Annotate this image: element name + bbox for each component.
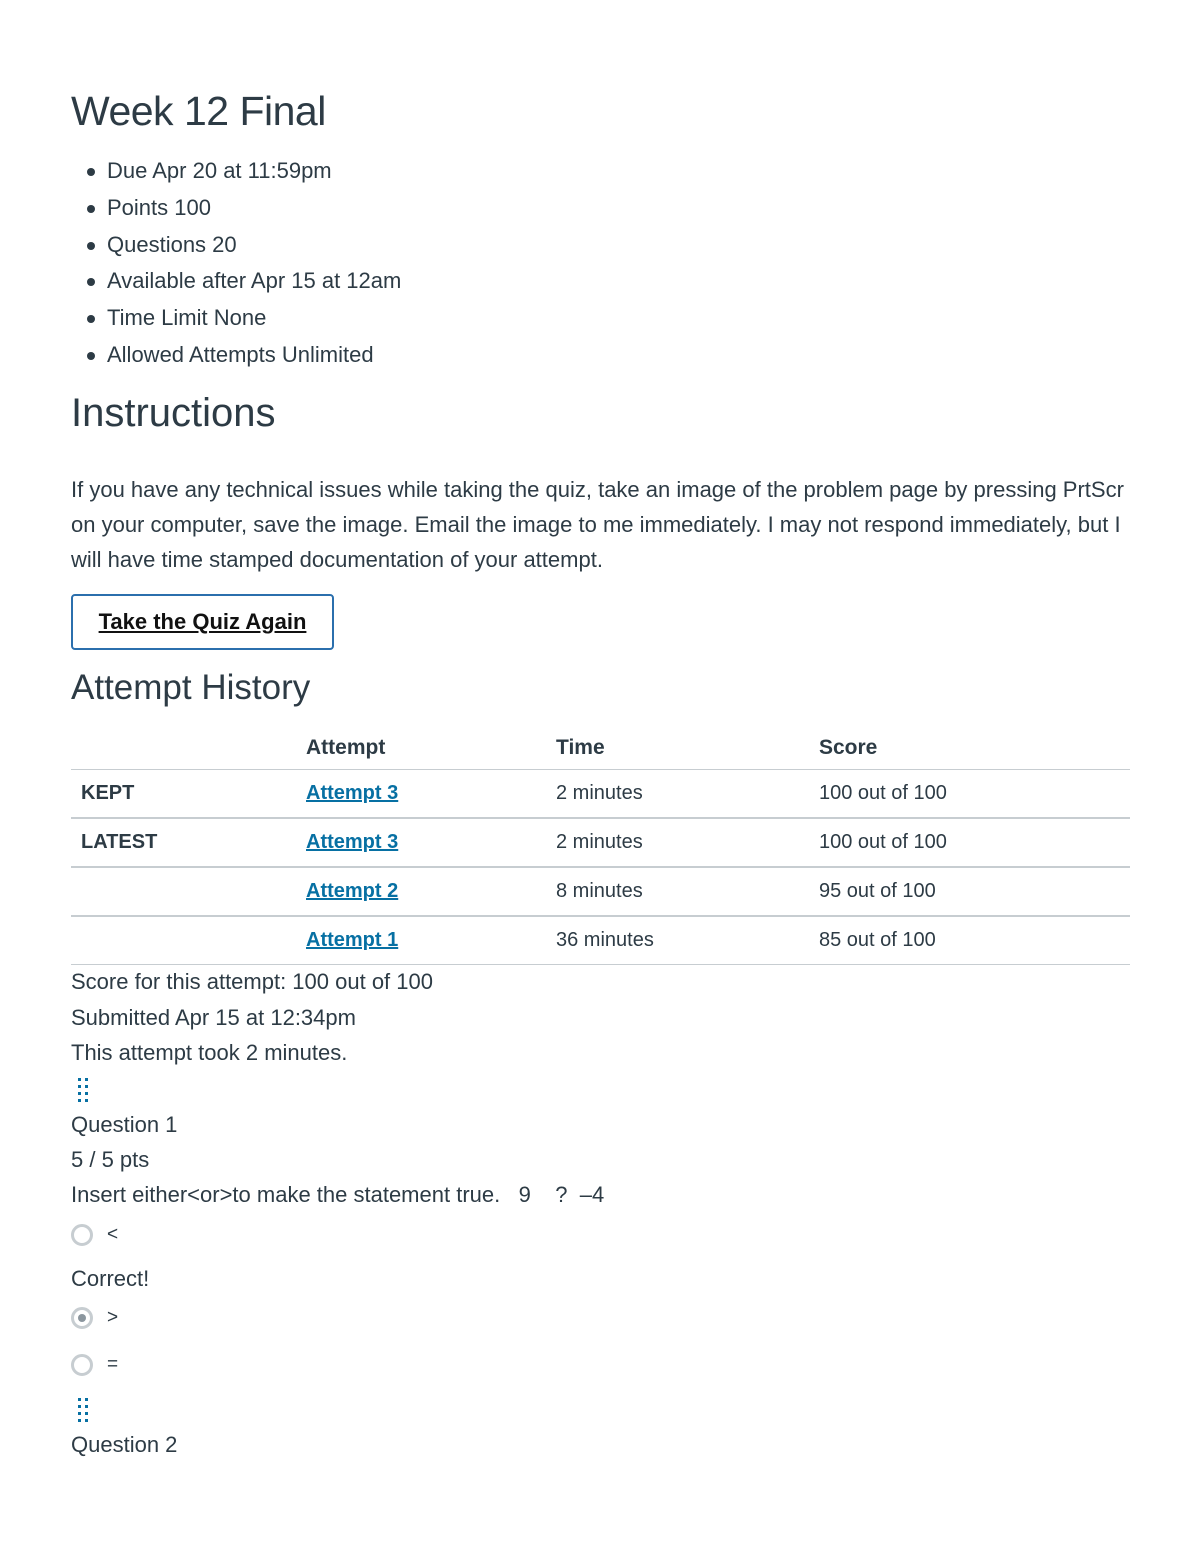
detail-time-limit: Time Limit None xyxy=(107,300,401,337)
detail-due: Due Apr 20 at 11:59pm xyxy=(107,153,401,190)
instructions-text: If you have any technical issues while taking the quiz, take an image of the problem page by pressing PrtScr on your computer, save the image. Email the image to me immediately. I may not respond immediately, but I will have time stamped documentation of your attempt. xyxy=(71,477,1124,572)
detail-points: Points 100 xyxy=(107,190,401,227)
row-label: KEPT xyxy=(71,770,306,819)
quiz-details-list xyxy=(71,153,401,374)
column-header-score: Score xyxy=(819,727,1130,770)
attempt-history-table xyxy=(71,727,1130,965)
radio-selected-icon[interactable] xyxy=(71,1307,93,1329)
attempt-submitted-text: Submitted Apr 15 at 12:34pm xyxy=(71,1004,356,1030)
instructions-heading: Instructions xyxy=(71,391,276,435)
attempt-link[interactable]: Attempt 3 xyxy=(306,831,399,853)
attempt-summary xyxy=(71,964,433,1071)
row-label xyxy=(71,916,306,965)
attempt-history-heading: Attempt History xyxy=(71,668,311,707)
drag-handle-icon[interactable] xyxy=(77,1077,89,1103)
answer-option-less-than[interactable] xyxy=(71,1223,118,1247)
column-header-time: Time xyxy=(556,727,819,770)
row-label: LATEST xyxy=(71,818,306,867)
answer-option-equals[interactable] xyxy=(71,1353,118,1377)
table-row xyxy=(71,916,1130,965)
attempt-duration-text: This attempt took 2 minutes. xyxy=(71,1040,348,1065)
page-title: Week 12 Final xyxy=(71,88,326,134)
column-header-label xyxy=(71,727,306,770)
table-row xyxy=(71,818,1130,867)
question-1-points: 5 / 5 pts xyxy=(71,1147,150,1172)
radio-unselected-icon[interactable] xyxy=(71,1354,93,1376)
feedback-correct: Correct! xyxy=(71,1266,150,1291)
attempt-score: 85 out of 100 xyxy=(819,916,1130,965)
attempt-link[interactable]: Attempt 3 xyxy=(306,782,399,804)
detail-allowed-attempts: Allowed Attempts Unlimited xyxy=(107,337,401,374)
attempt-time: 8 minutes xyxy=(556,867,819,916)
detail-questions: Questions 20 xyxy=(107,227,401,264)
attempt-score: 100 out of 100 xyxy=(819,818,1130,867)
attempt-score: 95 out of 100 xyxy=(819,867,1130,916)
row-label xyxy=(71,867,306,916)
radio-unselected-icon[interactable] xyxy=(71,1224,93,1246)
take-quiz-again-button[interactable]: Take the Quiz Again xyxy=(71,594,334,650)
question-1-prompt: Insert either<or>to make the statement true. 9 ? –4 xyxy=(71,1182,605,1207)
answer-label: = xyxy=(107,1354,119,1375)
detail-available: Available after Apr 15 at 12am xyxy=(107,263,401,300)
attempt-score-text: Score for this attempt: 100 out of 100 xyxy=(71,969,433,994)
answer-label: < xyxy=(107,1224,119,1245)
attempt-time: 2 minutes xyxy=(556,770,819,819)
column-header-attempt: Attempt xyxy=(306,727,556,770)
question-1-title: Question 1 xyxy=(71,1112,178,1137)
table-header-row xyxy=(71,727,1130,770)
attempt-link[interactable]: Attempt 1 xyxy=(306,929,399,951)
answer-option-greater-than[interactable] xyxy=(71,1306,118,1330)
attempt-time: 36 minutes xyxy=(556,916,819,965)
drag-handle-icon[interactable] xyxy=(77,1397,89,1423)
attempt-time: 2 minutes xyxy=(556,818,819,867)
attempt-link[interactable]: Attempt 2 xyxy=(306,880,399,902)
table-row xyxy=(71,867,1130,916)
attempt-score: 100 out of 100 xyxy=(819,770,1130,819)
table-row xyxy=(71,770,1130,819)
answer-label: > xyxy=(107,1307,119,1328)
question-2-title: Question 2 xyxy=(71,1432,178,1457)
